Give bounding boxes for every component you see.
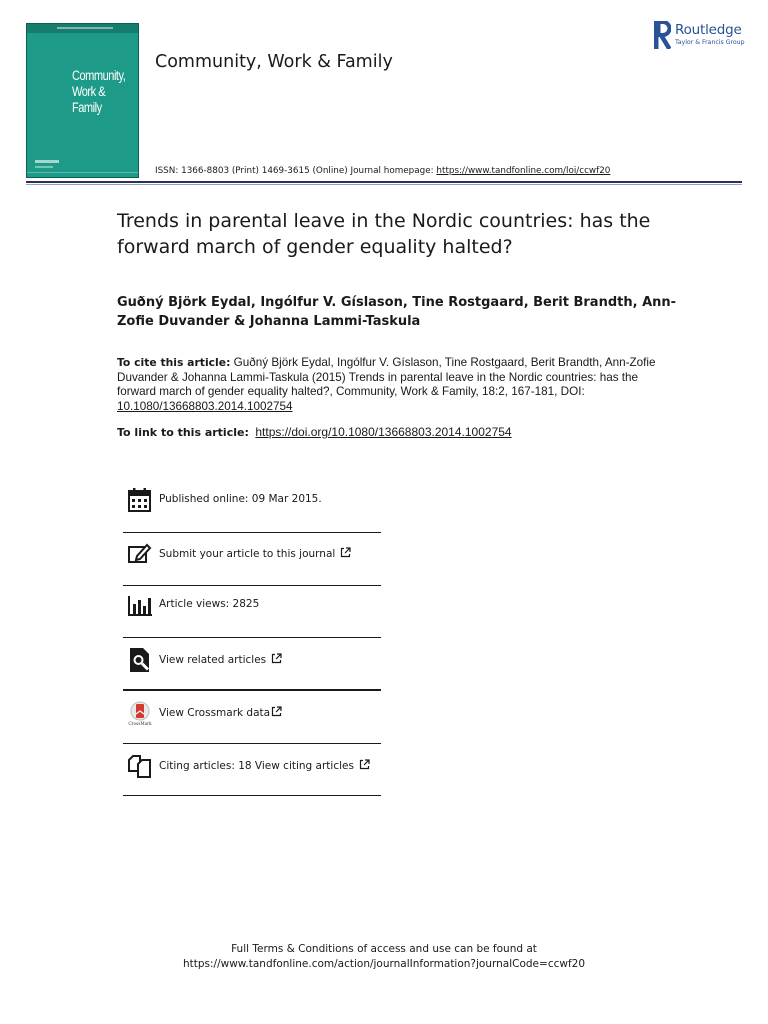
external-link-icon — [271, 706, 282, 717]
journal-title: Community, Work & Family — [155, 52, 393, 72]
citing-articles-link[interactable]: Citing articles: 18 View citing articles — [159, 759, 370, 772]
crossmark-icon — [127, 700, 153, 726]
external-link-icon — [340, 547, 351, 558]
crossmark-link[interactable]: View Crossmark data — [159, 706, 282, 719]
cite-text: Guðný Björk Eydal, Ingólfur V. Gíslason, Tine Rostgaard, Berit Brandth, Ann-Zofie Duvander & Johanna Lammi-Taskula (2015) Trends in parental leave in the Nordic countries: has the forward march of gender equality halted?, Community, Work & Family, 18:2, 167-181, DOI: — [117, 356, 656, 398]
journal-cover-image — [26, 23, 139, 178]
publisher-logo — [653, 20, 753, 50]
published-online-row — [123, 480, 381, 520]
article-views-text: Article views: 2825 — [159, 598, 260, 610]
submit-article-row[interactable] — [123, 534, 381, 574]
footer-terms-link[interactable]: https://www.tandfonline.com/action/journalInformation?journalCode=ccwf20 — [182, 958, 586, 970]
external-link-icon — [359, 759, 370, 770]
cite-label: To cite this article: — [117, 356, 231, 369]
article-link-line — [117, 425, 512, 439]
edit-icon — [127, 541, 153, 567]
header-divider — [26, 181, 742, 183]
citation-block — [117, 356, 657, 414]
article-views-row — [123, 585, 381, 625]
publisher-group: Taylor & Francis Group — [675, 39, 745, 46]
journal-homepage-link[interactable]: https://www.tandfonline.com/loi/ccwf20 — [436, 166, 611, 176]
related-articles-link[interactable]: View related articles — [159, 653, 282, 666]
article-doi-link[interactable]: https://doi.org/10.1080/13668803.2014.1002754 — [255, 425, 512, 439]
crossmark-row[interactable] — [123, 693, 381, 733]
citing-documents-icon — [127, 753, 153, 779]
link-label: To link to this article: — [117, 426, 249, 439]
cite-doi-link[interactable]: 10.1080/13668803.2014.1002754 — [117, 399, 293, 413]
crossmark-logo-text: CrossMark — [128, 721, 152, 726]
search-document-icon — [127, 647, 153, 673]
external-link-icon — [271, 653, 282, 664]
published-online-text: Published online: 09 Mar 2015. — [159, 493, 322, 505]
bar-chart-icon — [127, 592, 153, 618]
publisher-name: Routledge — [675, 22, 742, 38]
article-authors: Guðný Björk Eydal, Ingólfur V. Gíslason, Tine Rostgaard, Berit Brandth, Ann-Zofie Duvander & Johanna Lammi-Taskula — [117, 295, 677, 329]
footer-line-1: Full Terms & Conditions of access and use can be found at — [231, 943, 537, 955]
related-articles-row[interactable] — [123, 640, 381, 680]
article-title: Trends in parental leave in the Nordic countries: has the forward march of gender equality halted? — [117, 210, 651, 258]
footer-terms — [0, 942, 768, 972]
issn-line: ISSN: 1366-8803 (Print) 1469-3615 (Online) Journal homepage: https://www.tandfonline.com/loi/ccwf20 — [155, 166, 611, 176]
calendar-icon — [127, 487, 153, 513]
submit-article-link[interactable]: Submit your article to this journal — [159, 547, 351, 560]
cover-title: Community, Work & Family — [72, 68, 126, 115]
citing-articles-row[interactable] — [123, 746, 381, 786]
routledge-logo-icon — [653, 21, 671, 49]
